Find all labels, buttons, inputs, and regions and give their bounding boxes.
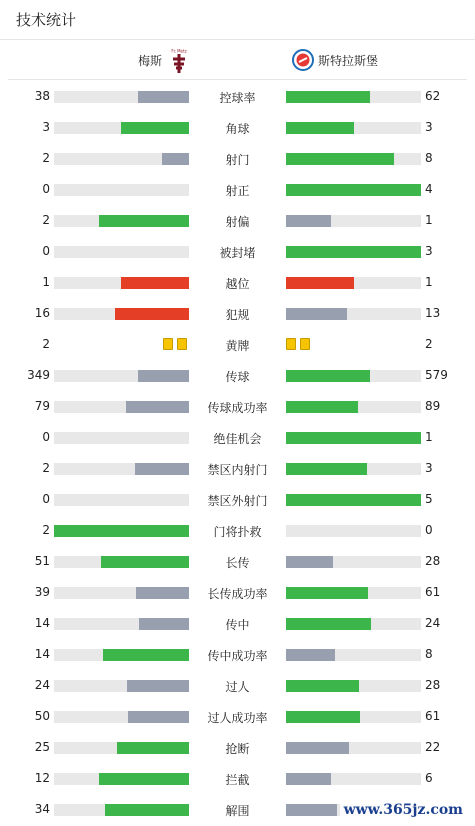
stat-row (0, 422, 475, 453)
home-stat-bar-fill (101, 556, 189, 568)
away-stat-bar (286, 401, 421, 413)
away-stat-bar (286, 432, 421, 444)
away-stat-value: 3 (425, 120, 433, 134)
home-stat-value: 2 (42, 151, 50, 165)
home-stat-bar (54, 587, 189, 599)
yellow-card-icon (177, 338, 187, 350)
away-stat-bar (286, 122, 421, 134)
stat-label: 传球成功率 (207, 401, 268, 415)
stat-row (0, 453, 475, 484)
stat-row (0, 267, 475, 298)
home-stat-value: 0 (42, 244, 50, 258)
away-stat-bar-fill (286, 680, 359, 692)
away-stat-bar-fill (286, 153, 394, 165)
home-stat-value: 24 (34, 678, 50, 692)
watermark: www.365jz.com (340, 802, 467, 818)
home-stat-bar (54, 277, 189, 289)
home-stat-bar (54, 122, 189, 134)
stat-row (0, 329, 475, 360)
stat-row (0, 763, 475, 794)
away-stat-value: 1 (425, 275, 433, 289)
away-stat-bar (286, 587, 421, 599)
home-stat-bar (54, 618, 189, 630)
home-stat-bar-fill (138, 91, 189, 103)
away-stat-bar-fill (286, 587, 368, 599)
away-stat-bar-fill (286, 711, 360, 723)
home-stat-value: 2 (42, 337, 50, 351)
away-stat-bar (286, 370, 421, 382)
home-stat-value: 38 (34, 89, 50, 103)
away-stat-bar-fill (286, 463, 367, 475)
yellow-card-icon (286, 338, 296, 350)
away-stat-value: 61 (425, 709, 441, 723)
home-team-name: 梅斯 (138, 54, 163, 68)
stats-list (0, 81, 475, 825)
away-stat-bar (286, 494, 421, 506)
stat-row (0, 701, 475, 732)
home-stat-bar (54, 804, 189, 816)
away-stat-bar (286, 215, 421, 227)
home-stat-bar-fill (105, 804, 189, 816)
home-stat-bar (54, 556, 189, 568)
away-stat-bar (286, 91, 421, 103)
stat-label: 射门 (225, 153, 250, 167)
away-stat-bar-fill (286, 649, 335, 661)
away-stat-bar (286, 680, 421, 692)
stat-label: 门将扑救 (213, 525, 262, 539)
team-header-row (8, 40, 467, 80)
home-stat-bar-fill (99, 773, 189, 785)
home-stat-bar-fill (126, 401, 189, 413)
away-stat-value: 0 (425, 523, 433, 537)
stat-label: 过人成功率 (207, 711, 268, 725)
away-stat-value: 89 (425, 399, 441, 413)
away-stat-bar (286, 525, 421, 537)
stat-label: 角球 (225, 122, 250, 136)
away-stat-bar (286, 742, 421, 754)
stat-row (0, 236, 475, 267)
fc-metz-logo-icon (168, 48, 190, 74)
stat-label: 禁区内射门 (207, 463, 268, 477)
home-stat-bar (54, 401, 189, 413)
stat-row (0, 205, 475, 236)
stat-row (0, 515, 475, 546)
stat-row (0, 608, 475, 639)
away-stat-bar (286, 246, 421, 258)
stat-label: 解围 (225, 804, 250, 818)
away-stat-bar-fill (286, 804, 337, 816)
away-stat-value: 8 (425, 151, 433, 165)
away-stat-value: 22 (425, 740, 441, 754)
home-stat-bar-fill (121, 277, 189, 289)
stat-row (0, 670, 475, 701)
away-stat-bar (286, 153, 421, 165)
stat-row (0, 732, 475, 763)
home-stat-bar (54, 773, 189, 785)
away-stat-bar-fill (286, 215, 331, 227)
home-stat-bar-fill (136, 587, 189, 599)
home-stat-bar (54, 184, 189, 196)
home-stat-bar-fill (139, 618, 189, 630)
home-stat-bar (54, 432, 189, 444)
home-stat-value: 2 (42, 461, 50, 475)
home-stat-value: 79 (34, 399, 50, 413)
stat-row (0, 577, 475, 608)
home-stat-value: 2 (42, 523, 50, 537)
away-stat-bar (286, 711, 421, 723)
away-stat-value: 28 (425, 678, 441, 692)
away-stat-bar-fill (286, 494, 421, 506)
away-stat-bar-fill (286, 370, 370, 382)
home-stat-value: 3 (42, 120, 50, 134)
home-stat-bar (54, 308, 189, 320)
home-stat-value: 0 (42, 182, 50, 196)
strasbourg-logo-icon (292, 49, 314, 71)
away-stat-value: 28 (425, 554, 441, 568)
away-stat-bar (286, 308, 421, 320)
home-logo-text: Fc Metz (171, 48, 187, 54)
home-stat-value: 1 (42, 275, 50, 289)
yellow-card-icon (163, 338, 173, 350)
home-stat-value: 25 (34, 740, 50, 754)
home-stat-value: 16 (34, 306, 50, 320)
away-stat-bar (286, 773, 421, 785)
home-stat-value: 14 (34, 647, 50, 661)
home-stat-bar-fill (117, 742, 189, 754)
home-stat-value: 0 (42, 492, 50, 506)
stat-label: 射偏 (225, 215, 250, 229)
stat-label: 绝佳机会 (213, 432, 262, 446)
away-stat-bar-fill (286, 401, 358, 413)
away-stat-value: 3 (425, 244, 433, 258)
away-stat-value: 4 (425, 182, 433, 196)
home-stat-bar (54, 711, 189, 723)
away-stat-bar-fill (286, 122, 354, 134)
home-stat-bar-fill (121, 122, 189, 134)
home-stat-bar (54, 215, 189, 227)
home-stat-bar-fill (138, 370, 189, 382)
home-stat-bar-fill (135, 463, 189, 475)
away-stat-bar (286, 649, 421, 661)
away-stat-value: 3 (425, 461, 433, 475)
home-stat-bar (54, 463, 189, 475)
home-stat-bar (54, 370, 189, 382)
away-stat-value: 1 (425, 213, 433, 227)
stat-row (0, 174, 475, 205)
away-stat-value: 2 (425, 337, 433, 351)
stat-label: 过人 (225, 680, 250, 694)
away-stat-bar-fill (286, 246, 421, 258)
home-stat-bar-fill (54, 525, 189, 537)
stat-label: 拦截 (225, 773, 250, 787)
stat-label: 控球率 (219, 91, 256, 105)
away-stat-value: 24 (425, 616, 441, 630)
stat-label: 禁区外射门 (207, 494, 268, 508)
stat-label: 抢断 (225, 742, 250, 756)
stat-row (0, 546, 475, 577)
home-stat-bar (54, 153, 189, 165)
stat-label: 传中 (225, 618, 250, 632)
away-stat-value: 61 (425, 585, 441, 599)
away-stat-value: 13 (425, 306, 441, 320)
away-stat-value: 5 (425, 492, 433, 506)
stat-row (0, 484, 475, 515)
stat-row (0, 360, 475, 391)
away-stat-value: 1 (425, 430, 433, 444)
away-stat-bar-fill (286, 308, 347, 320)
away-stat-bar (286, 277, 421, 289)
home-stat-value: 50 (34, 709, 50, 723)
home-stat-bar (54, 91, 189, 103)
stat-row (0, 298, 475, 329)
away-stat-bar-fill (286, 184, 421, 196)
away-yellow-cards (286, 338, 310, 350)
stat-label: 长传 (225, 556, 250, 570)
stat-row (0, 391, 475, 422)
home-stat-bar (54, 246, 189, 258)
home-stat-value: 0 (42, 430, 50, 444)
stat-row (0, 639, 475, 670)
away-stat-bar (286, 618, 421, 630)
home-stat-value: 51 (34, 554, 50, 568)
home-stat-value: 349 (27, 368, 50, 382)
stat-label: 越位 (225, 277, 250, 291)
away-stat-bar-fill (286, 556, 333, 568)
away-stat-value: 62 (425, 89, 441, 103)
home-stat-bar (54, 494, 189, 506)
stat-row (0, 112, 475, 143)
stat-label: 被封堵 (219, 246, 256, 260)
stats-header (0, 0, 475, 40)
home-stat-bar (54, 649, 189, 661)
home-stat-value: 2 (42, 213, 50, 227)
home-stat-bar-fill (99, 215, 189, 227)
away-stat-bar-fill (286, 91, 370, 103)
home-stat-bar-fill (115, 308, 189, 320)
away-stat-bar-fill (286, 277, 354, 289)
away-stat-value: 8 (425, 647, 433, 661)
away-team-name: 斯特拉斯堡 (318, 54, 379, 68)
stat-label: 传中成功率 (207, 649, 268, 663)
home-stat-bar (54, 680, 189, 692)
away-stat-value: 579 (425, 368, 448, 382)
home-stat-bar-fill (162, 153, 189, 165)
away-stat-bar (286, 463, 421, 475)
yellow-card-icon (300, 338, 310, 350)
away-stat-bar (286, 556, 421, 568)
away-stat-bar (286, 184, 421, 196)
away-stat-bar-fill (286, 432, 421, 444)
home-stat-value: 12 (34, 771, 50, 785)
away-stat-bar-fill (286, 742, 349, 754)
away-stat-value: 6 (425, 771, 433, 785)
home-yellow-cards (163, 338, 187, 350)
away-stat-bar-fill (286, 618, 371, 630)
home-stat-bar (54, 525, 189, 537)
stat-label: 犯规 (225, 308, 250, 322)
stat-label: 射正 (225, 184, 250, 198)
stat-label: 传球 (225, 370, 250, 384)
page-title: 技术统计 (16, 11, 77, 29)
home-stat-bar-fill (127, 680, 189, 692)
home-stat-bar-fill (128, 711, 189, 723)
away-stat-bar-fill (286, 773, 331, 785)
home-stat-value: 14 (34, 616, 50, 630)
home-stat-value: 34 (34, 802, 50, 816)
stat-label: 黄牌 (225, 339, 250, 353)
stat-row (0, 81, 475, 112)
home-stat-bar (54, 742, 189, 754)
stat-row (0, 143, 475, 174)
home-stat-value: 39 (34, 585, 50, 599)
stat-label: 长传成功率 (207, 587, 268, 601)
home-stat-bar-fill (103, 649, 189, 661)
